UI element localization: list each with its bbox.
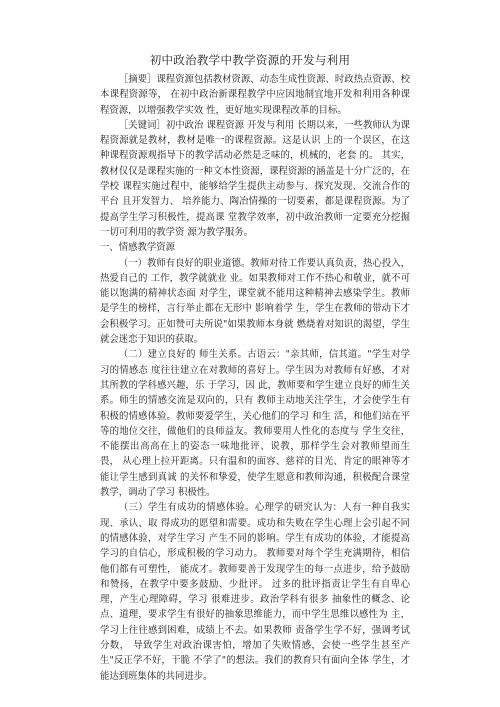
body-paragraph-3: （三）学生有成功的情感体验。心理学的研究认为：人有一种自我实现、承认、取 得成功的愿望和需要。成功和失败在学生心理上会引起不同 的情感体验，对学生学习 产生不同的影响。学生有成功的体验，才能提高学习的自信心，形成积极的学习动力。 教师要对每个学生充满期待，相信他们都有可塑性， 能成才。教师要善于发现学生的每一点进步，给予鼓励和赞扬，在教学中要多鼓励、少批评。 过多的批评指责让学生有自卑心理，产生心理障碍，学习 很难进步。政治学科有很多 抽象性的概念、论点、道理，要求学生有很好的抽象思维能力，而中学生思维以感性为 主，学习上往往感到困难，成绩上不去。如果教师 责备学生学不好，强调考试分数， 导致学生对政治课害怕，增加了失败情感，会使一些学生甚至产生"反正学不好，干脆 不学了"的想法。我们的教育只有面向全体 学生，才能达到班集体的共同进步。 — [100, 502, 410, 682]
keywords-paragraph: ［关键词］初中政治 课程资源 开发与利用 长期以来，一些教师认为课程资源就是教材，教材是唯一的课程资源。这是认识 上的一个误区，在这种课程资源观指导下的教学活动必然是乏味的，机械的，老套 的。 其实，教材仅仅是课程实施的一种文本性资源，课程资源的涵盖是十分广泛的，在学校 课程实施过程中，能够给学生提供主动参与、探究发现、交流合作的平台 且开发智力、 培养能力、陶冶情操的一切要素，都是课程资源。为了提高学生学习积极性，提高课 堂教学效率，初中政治教师一定要充分挖掘一切可利用的教学资 源为教学服务。 — [100, 119, 410, 238]
body-paragraph-1: （一）教师有良好的职业道德。教师对待工作要认真负责，热心投入，热爱自己的 工作，教学就就业 业。如果教师对工作不热心和敬业，就不可能以饱满的精神状态面 对学生，课堂就不能用这种精神去感染学生。教师是学生的榜样，言行举止都在无形中 影响着学 生，学生在教师的带动下才会积极学习。正如赞可夫所说"如果教师本身就 燃烧着对知识的渴望，学生就会迷恋于知识的获取。 — [100, 257, 410, 346]
section-heading: 一、情感教学资源 — [100, 242, 176, 254]
body-paragraph-2: （二）建立良好的 师生关系。古语云："亲其师，信其道。"学生对学习的情感态 度往往建立在对教师的喜好上。学生因为对教师有好感，才对其所教的学科感兴趣，乐 于学习，因 此，教师要和学生建立良好的师生关系。师生的情感交流是双向的，只有 教师主动地关注学生，才会使学生有积极的情感体验。教师要爱学生，关心他们的学习 和生 活，和他们站在平等的地位交往，做他们的良师益友。教师要用人性化的态度与 学生交往，不能摆出高高在上的姿态一味地批评、说教，那样学生会对教师望而生 畏， 从心理上拉开距离。只有温和的面容、慈祥的目光、肯定的眼神等才能让学生感到真诚 的关怀和挚爱，使学生愿意和教师沟通，积极配合课堂教学，调动了学习 积极性。 — [100, 349, 410, 499]
abstract-paragraph: ［摘要］课程资源包括教材资源、动态生成性资源、时政热点资源、校本课程资源等， 在初中政治新课程教学中应因地制宜地开发和利用各种课程资源，以增强教学实效 性，更好地实现课程改革的目标。 — [100, 74, 410, 116]
document-body — [100, 72, 410, 684]
document-title: 初中政治教学中教学资源的开发与利用 — [149, 53, 351, 67]
